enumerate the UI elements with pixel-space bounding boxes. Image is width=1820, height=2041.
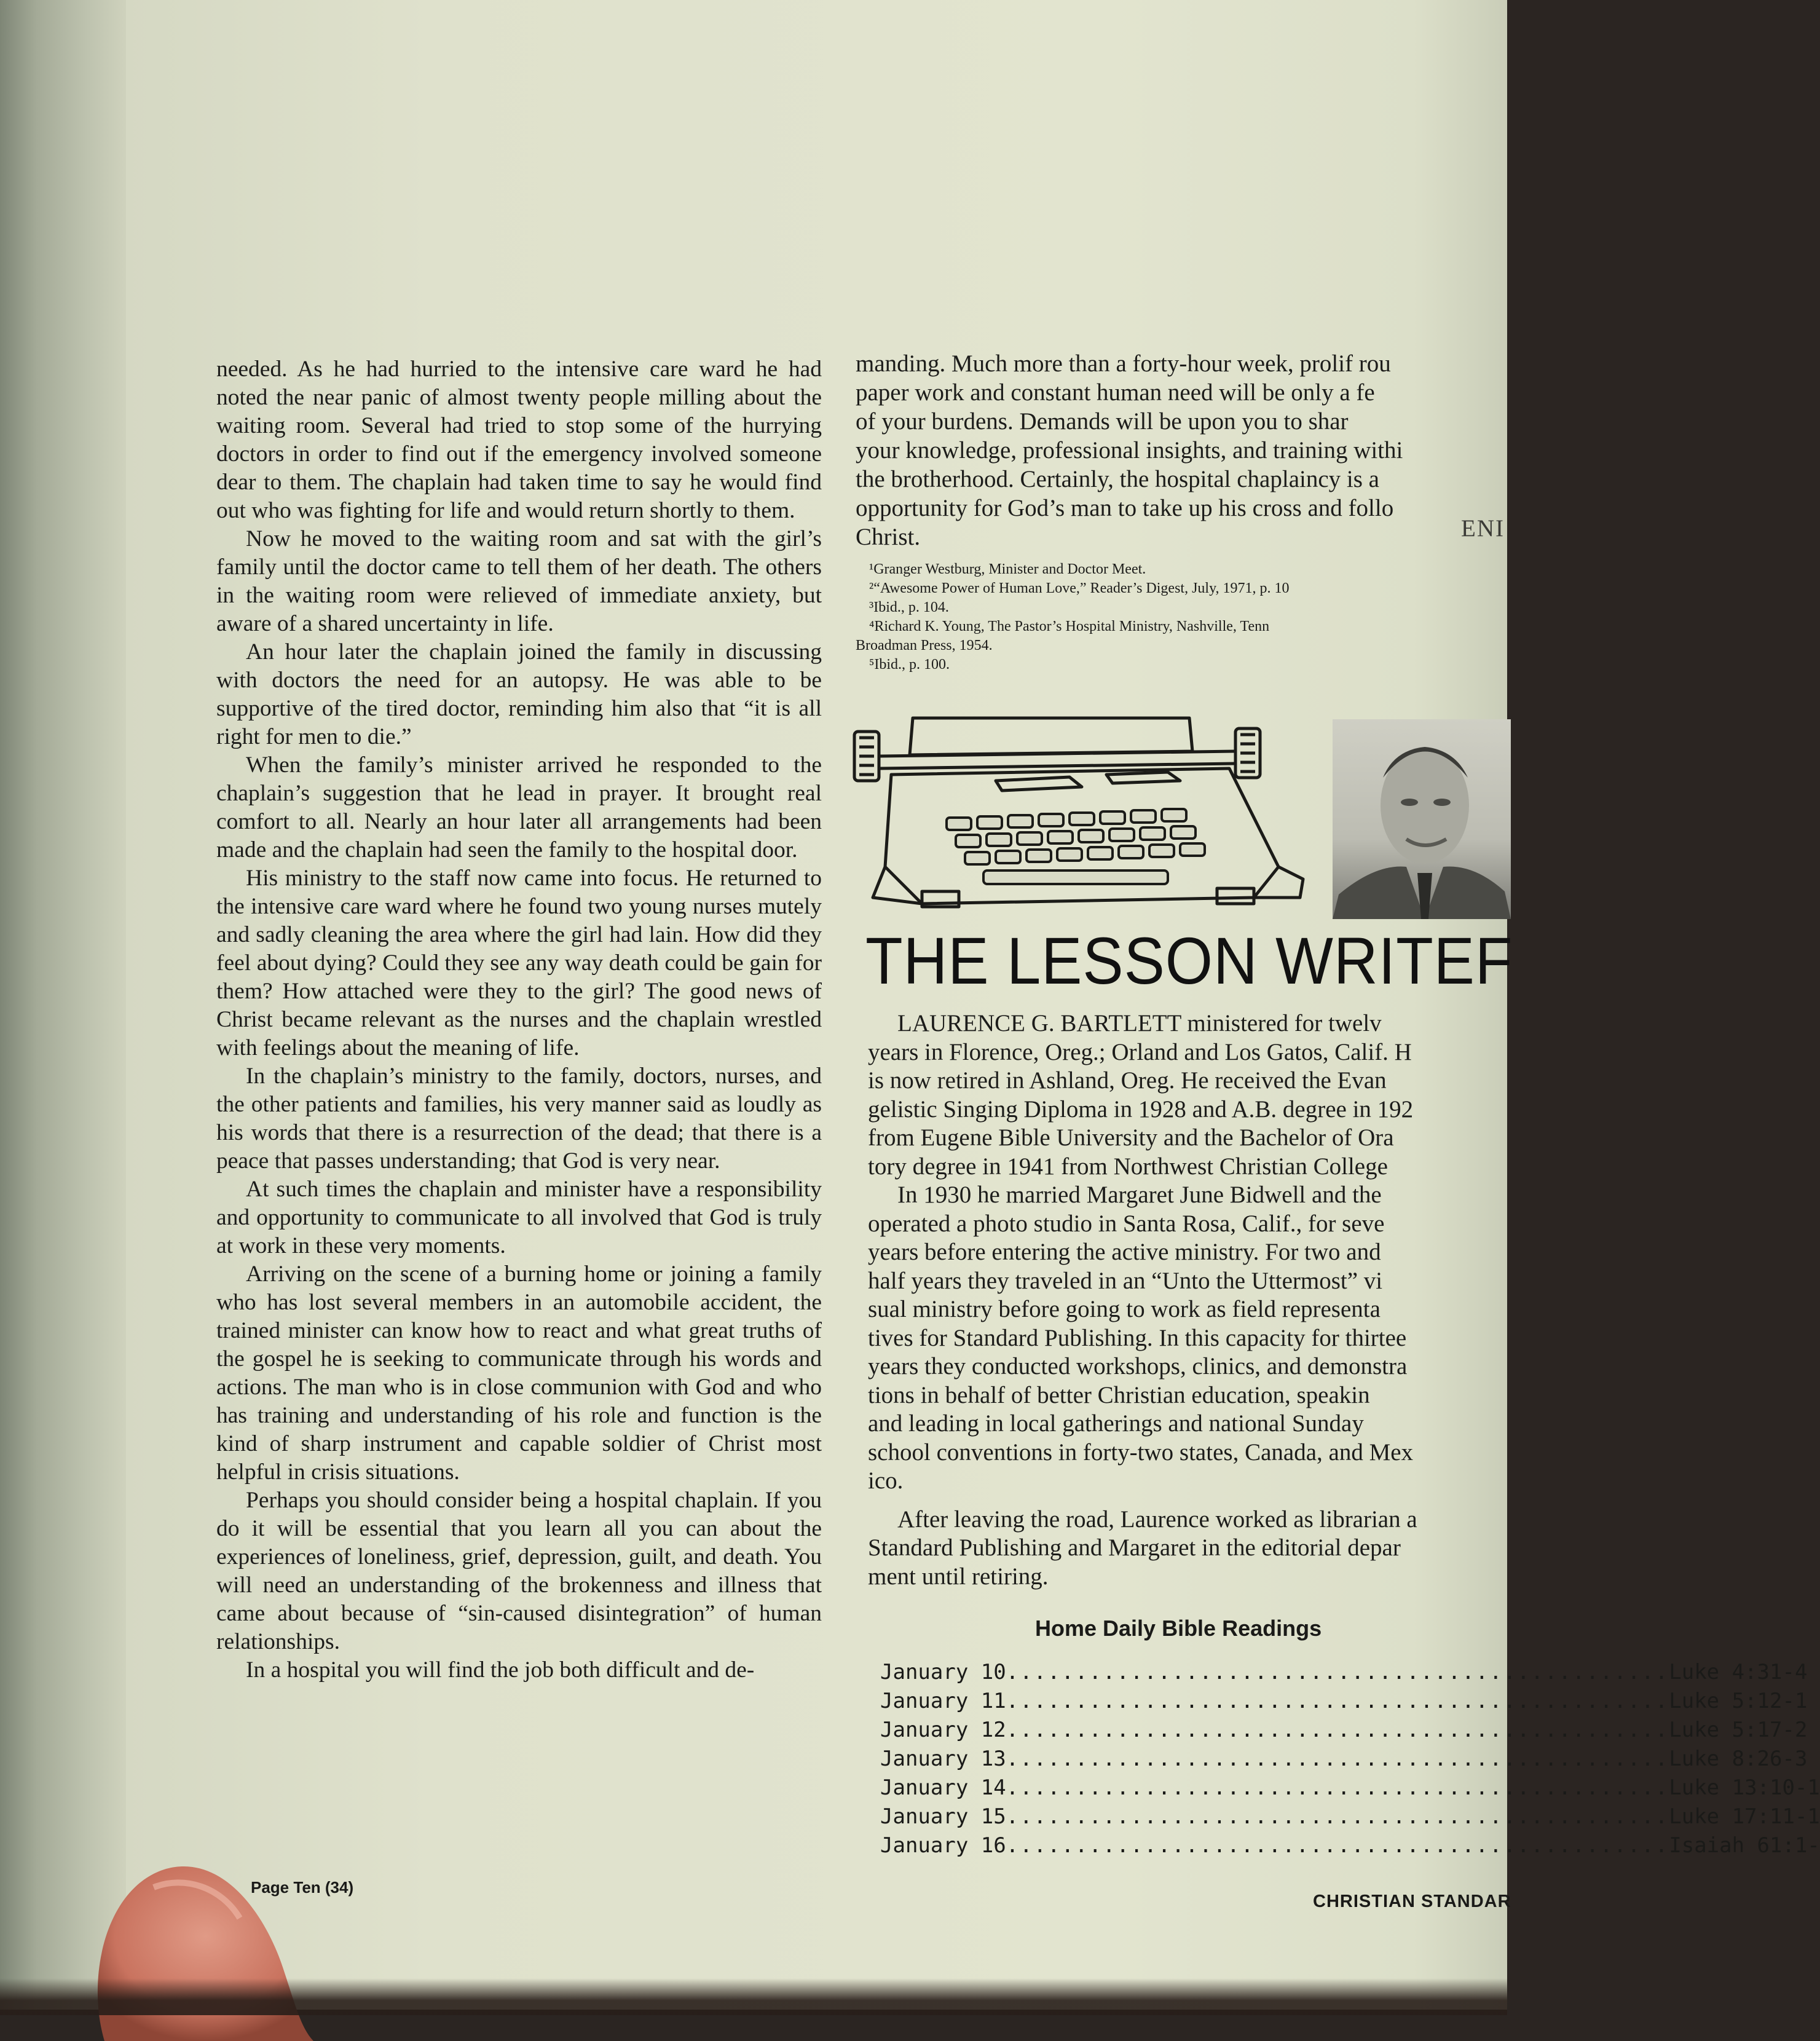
reading-row	[880, 1745, 1808, 1774]
section-headline: THE LESSON WRITEF	[865, 923, 1513, 998]
leader-dots: ................................................	[1006, 1718, 1669, 1742]
reading-row	[880, 1774, 1820, 1802]
reading-date: January 10	[880, 1660, 1006, 1684]
bio-line: half years they traveled in an “Unto the Uttermost” vi	[868, 1267, 1383, 1294]
reading-row	[880, 1716, 1808, 1745]
reading-row	[880, 1658, 1808, 1687]
bio-line: school conventions in forty-two states, Canada, and Mex	[868, 1439, 1414, 1466]
bio-line: sual ministry before going to work as field representa	[868, 1296, 1381, 1322]
bio-line: from Eugene Bible University and the Bachelor of Ora	[868, 1124, 1394, 1151]
bio-line: gelistic Singing Diploma in 1928 and A.B. degree in 192	[868, 1096, 1414, 1123]
bio-line: tory degree in 1941 from Northwest Christian College	[868, 1153, 1388, 1180]
readings-list	[880, 1658, 1820, 1860]
leader-dots: ................................................	[1006, 1747, 1669, 1771]
leader-dots: ................................................	[1006, 1833, 1669, 1858]
paragraph: In a hospital you will find the job both difficult and de-	[246, 1657, 755, 1683]
reading-date: January 11	[880, 1689, 1006, 1713]
reading-row	[880, 1802, 1820, 1831]
bio-line: tives for Standard Publishing. In this capacity for thirtee	[868, 1324, 1407, 1351]
bio-line: In 1930 he married Margaret June Bidwell and the	[897, 1182, 1382, 1208]
text-line-end: Christ.	[856, 524, 921, 550]
text-line: of your burdens. Demands will be upon you to shar	[856, 408, 1349, 435]
bio-line: operated a photo studio in Santa Rosa, Calif., for seve	[868, 1210, 1385, 1237]
reading-ref: Isaiah 61:1-	[1669, 1833, 1820, 1858]
bio-line: After leaving the road, Laurence worked as librarian a	[897, 1506, 1417, 1533]
paragraph: needed. As he had hurried to the intensive care ward he had noted the near panic of almost twenty people milling about the waiting room. Several had tried to stop some of the hurrying doctors in order to find out if the emergency involved someone dear to them. The chaplain had taken time to say he would find out who was fighting for life and would return shortly to them.	[216, 357, 822, 523]
leader-dots: ................................................	[1006, 1804, 1669, 1829]
footnote: ²“Awesome Power of Human Love,” Reader’s Digest, July, 1971, p. 10	[869, 580, 1290, 596]
reading-ref: Luke 5:17-2	[1669, 1718, 1808, 1742]
footnote: ³Ibid., p. 104.	[869, 599, 949, 615]
bio-line: ment until retiring.	[868, 1563, 1049, 1590]
paragraph: Arriving on the scene of a burning home or joining a family who has lost several members in an automobile accident, the trained minister can know how to react and what great truths of the gospel he is seeking to communicate through his words and actions. The man who is in close communion with God and who has training and understanding of his role and function is the kind of sharp instrument and capable soldier of Christ most helpful in crisis situations.	[216, 1261, 822, 1485]
end-mark: ENI	[1461, 515, 1505, 542]
reading-date: January 12	[880, 1718, 1006, 1742]
paragraph: At such times the chaplain and minister have a responsibility and opportunity to communicate to all involved that God is truly at work in these very moments.	[216, 1177, 822, 1258]
footnote: Broadman Press, 1954.	[856, 638, 993, 653]
reading-date: January 14	[880, 1775, 1006, 1800]
paragraph: When the family’s minister arrived he responded to the chaplain’s suggestion that he lead in prayer. It brought real comfort to all. Nearly an hour later all arrangements had been made and the chaplain had seen the family to the hospital door.	[216, 752, 822, 863]
page-folio: Page Ten (34)	[251, 1878, 354, 1897]
reading-row	[880, 1831, 1820, 1860]
paragraph: Perhaps you should consider being a hospital chaplain. If you do it will be essential that you learn all you can about the experiences of loneliness, grief, depression, guilt, and death. You will need an understanding of the brokenness and illness that came about because of “sin-caused disintegration” of human relationships.	[216, 1488, 822, 1654]
book-spine	[0, 0, 126, 2010]
leader-dots: ................................................	[1006, 1775, 1669, 1800]
typewriter-illustration	[848, 713, 1315, 925]
footnote: ¹Granger Westburg, Minister and Doctor Meet.	[869, 561, 1146, 577]
reading-date: January 16	[880, 1833, 1006, 1858]
reading-ref: Luke 4:31-4	[1669, 1660, 1808, 1684]
footnote: ⁵Ibid., p. 100.	[869, 657, 950, 673]
bio-line: tions in behalf of better Christian education, speakin	[868, 1381, 1370, 1408]
reading-date: January 15	[880, 1804, 1006, 1829]
readings-title: Home Daily Bible Readings	[1035, 1616, 1322, 1641]
text-line: manding. Much more than a forty-hour week, prolif rou	[856, 350, 1391, 377]
paragraph: Now he moved to the waiting room and sat with the girl’s family until the doctor came to tell them of her death. The others in the waiting room were relieved of immediate anxiety, but aware of a shared uncertainty in life.	[216, 526, 822, 636]
text-line: paper work and constant human need will be only a fe	[856, 379, 1375, 406]
running-title: CHRISTIAN STANDAR	[1313, 1892, 1511, 1911]
paragraph: In the chaplain’s ministry to the family, doctors, nurses, and the other patients and families, his very manner said as loudly as his words that there is a resurrection of the dead; that there is a peace that passes understanding; that God is very near.	[216, 1064, 822, 1174]
reading-row	[880, 1687, 1808, 1716]
paragraph: An hour later the chaplain joined the family in discussing with doctors the need for an autopsy. He was able to be supportive of the tired doctor, reminding him also that “it is all right for men to die.”	[216, 639, 822, 749]
bio-line: years in Florence, Oreg.; Orland and Los Gatos, Calif. H	[868, 1038, 1412, 1065]
text-line	[856, 515, 1507, 551]
bio-line: is now retired in Ashland, Oreg. He received the Evan	[868, 1067, 1387, 1094]
footnotes	[856, 560, 1507, 674]
reading-ref: Luke 5:12-1	[1669, 1689, 1808, 1713]
bio-line: and leading in local gatherings and national Sunday	[868, 1410, 1364, 1437]
bio-line: ico.	[868, 1467, 904, 1494]
bio-line: LAURENCE G. BARTLETT ministered for twelv	[897, 1010, 1382, 1036]
text-line: your knowledge, professional insights, and training withi	[856, 437, 1403, 464]
author-bio	[868, 1009, 1519, 1591]
reading-ref: Luke 13:10-1	[1669, 1775, 1820, 1800]
reading-ref: Luke 8:26-3	[1669, 1747, 1808, 1771]
reading-ref: Luke 17:11-1	[1669, 1804, 1820, 1829]
leader-dots: ................................................	[1006, 1689, 1669, 1713]
page-edge-shadow	[0, 1978, 1507, 2015]
paragraph: His ministry to the staff now came into focus. He returned to the intensive care ward where he found two young nurses mutely and sadly cleaning the area where the girl had lain. How did they feel about dying? Could they see any way death could be gain for them? How attached were they to the girl? The good news of Christ became relevant as the nurses and the chaplain wrestled with feelings about the meaning of life.	[216, 866, 822, 1060]
text-line: the brotherhood. Certainly, the hospital chaplaincy is a	[856, 466, 1379, 492]
text-line: opportunity for God’s man to take up his cross and follo	[856, 495, 1394, 521]
article-right-column	[856, 349, 1507, 674]
footnote: ⁴Richard K. Young, The Pastor’s Hospital Ministry, Nashville, Tenn	[869, 618, 1270, 634]
bio-line: years they conducted workshops, clinics, and demonstra	[868, 1353, 1408, 1380]
author-photo	[1333, 719, 1511, 919]
article-left-column	[216, 355, 822, 1684]
bio-line: Standard Publishing and Margaret in the editorial depar	[868, 1534, 1401, 1561]
leader-dots: ................................................	[1006, 1660, 1669, 1684]
bio-line: years before entering the active ministry. For two and	[868, 1239, 1381, 1265]
reading-date: January 13	[880, 1747, 1006, 1771]
